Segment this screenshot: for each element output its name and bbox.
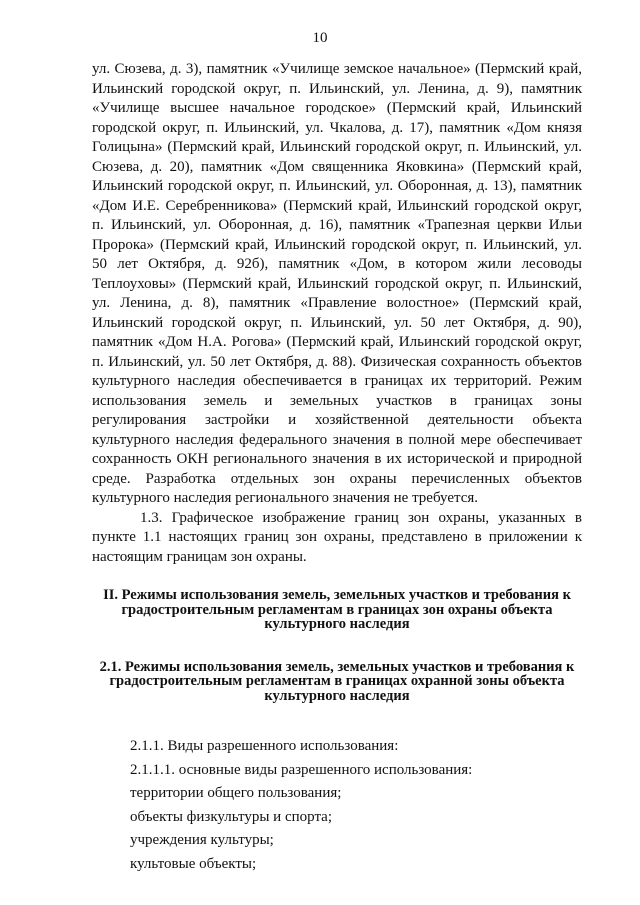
document-body <box>92 60 582 876</box>
permitted-use-list <box>92 735 582 876</box>
list-item: культовые объекты; <box>130 855 257 872</box>
list-item: учреждения культуры; <box>130 832 274 848</box>
list-item: объекты физкультуры и спорта; <box>130 808 333 825</box>
list-item: 2.1.1. Виды разрешенного использования: <box>130 738 399 754</box>
subsection-heading-2-1: 2.1. Режимы использования земель, земельных участков и требования к градостроительным регламентам в границах охранной зоны объекта культурного наследия <box>99 658 575 704</box>
list-item: территории общего пользования; <box>130 785 342 801</box>
page-number: 10 <box>312 30 328 46</box>
body-paragraph-graphic-image: 1.3. Графическое изображение границ зон охраны, указанных в пункте 1.1 настоящих границ зон охраны, представлено в приложении к настоящим границам зон охраны. <box>92 509 582 565</box>
list-item: 2.1.1.1. основные виды разрешенного использования: <box>130 761 473 778</box>
body-paragraph-monuments: ул. Сюзева, д. 3), памятник «Училище земское начальное» (Пермский край, Ильинский городской округ, п. Ильинский, ул. Ленина, д. 9), памятник «Училище высшее начальное городское» (Пермский край, Ильинский городской округ, п. Ильинский, ул. Чкалова, д. 17), памятник «Дом князя Голицына» (Пермский край, Ильинский городской округ, п. Ильинский, ул. Сюзева, д. 20), памятник «Дом священника Яковкина» (Пермский край, Ильинский городской округ, п. Ильинский, ул. Оборонная, д. 13), памятник «Дом И.Е. Серебренникова» (Пермский край, Ильинский городской округ, п. Ильинский, ул. Оборонная, д. 16), памятник «Трапезная церкви Ильи Пророка» (Пермский край, Ильинский городской округ, п. Ильинский, ул. 50 лет Октября, д. 92б), памятник «Дом, в котором жили лесоводы Теплоуховы» (Пермский край, Ильинский городской округ, п. Ильинский, ул. Ленина, д. 8), памятник «Правление волостное» (Пермский край, Ильинский городской округ, п. Ильинский, ул. 50 лет Октября, д. 90), памятник «Дом Н.А. Рогова» (Пермский край, Ильинский городской округ, п. Ильинский, ул. 50 лет Октября, д. 88). Физическая сохранность объектов культурного наследия обеспечивается в границах их территорий. Режим использования земель и земельных участков в границах зоны регулирования застройки и хозяйственной деятельности объекта культурного наследия федерального значения в полной мере обеспечивает сохранность ОКН регионального значения в их исторической и природной среде. Разработка отдельных зон охраны перечисленных объектов культурного наследия регионального значения не требуется. <box>92 61 582 506</box>
section-heading-ii: II. Режимы использования земель, земельных участков и требования к градостроительным регламентам в границах зон охраны объекта культурного наследия <box>103 587 571 632</box>
